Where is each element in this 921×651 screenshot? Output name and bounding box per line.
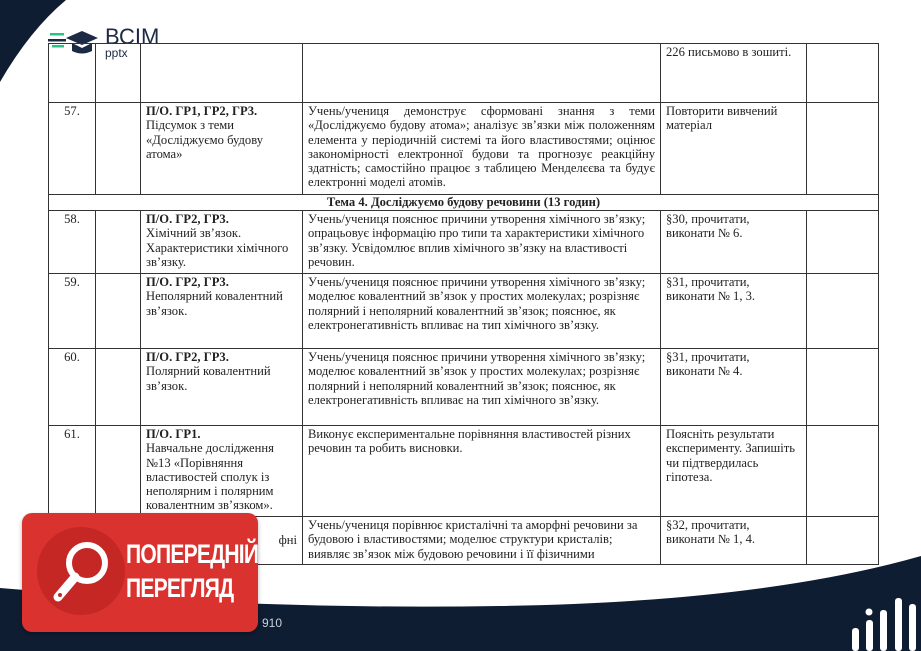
learning-outcomes: Учень/учениця пояснює причини утворення хімічного зв’язку; опрацьовує інформацію про типи та характеристики хімічного зв’язку. Усвідомлює вплив хімічного зв’язку на властивості речовин. [303, 211, 661, 274]
magnifier-icon [34, 525, 130, 621]
lesson-topic-cell [141, 349, 303, 426]
lesson-topic-cell [141, 211, 303, 274]
table-row [49, 211, 879, 274]
table-row [49, 349, 879, 426]
table-row [49, 274, 879, 349]
learning-outcomes: Учень/учениця порівнює кристалічні та аморфні речовини за будовою і властивостями; моделює структури кристалів; виявляє зв’язок між будовою речовини і її фізичними [303, 517, 661, 565]
table-row [49, 426, 879, 517]
badge-line-2: ПЕРЕГЛЯД [126, 573, 234, 603]
homework: §31, прочитати, виконати № 4. [661, 349, 807, 426]
date-cell [96, 103, 141, 195]
lesson-topic-cell [141, 274, 303, 349]
homework: Поясніть результати експерименту. Запишіть чи підтвердилась гіпотеза. [661, 426, 807, 517]
notes-cell [807, 274, 879, 349]
lesson-plan-table [48, 43, 879, 565]
preview-badge[interactable] [22, 513, 258, 632]
topic-groups: П/О. ГР2, ГР3. [146, 212, 229, 226]
learning-outcomes: Виконує експериментальне порівняння властивостей різних речовин та робить висновки. [303, 426, 661, 517]
lesson-number: 58. [49, 211, 96, 274]
lesson-topic-cell [141, 44, 303, 103]
homework: Повторити вивчений матеріал [661, 103, 807, 195]
brand-sub: pptx [105, 46, 128, 60]
homework: §31, прочитати, виконати № 1, 3. [661, 274, 807, 349]
date-cell [96, 349, 141, 426]
topic-title: Полярний ковалентний зв’язок. [146, 364, 271, 393]
lesson-number: 57. [49, 103, 96, 195]
lesson-number: 59. [49, 274, 96, 349]
topic-title: Хімічний зв’язок. Характеристики хімічного зв’язку. [146, 226, 289, 269]
lesson-number [49, 44, 96, 103]
notes-cell [807, 426, 879, 517]
topic-groups: П/О. ГР2, ГР3. [146, 275, 229, 289]
homework: §30, прочитати, виконати № 6. [661, 211, 807, 274]
topic-groups: П/О. ГР1. [146, 427, 201, 441]
learning-outcomes [303, 44, 661, 103]
theme-row [49, 195, 879, 211]
topic-title: Неполярний ковалентний зв’язок. [146, 289, 283, 318]
date-cell [96, 274, 141, 349]
notes-cell [807, 103, 879, 195]
date-cell [96, 211, 141, 274]
learning-outcomes: Учень/учениця пояснює причини утворення хімічного зв’язку; моделює ковалентний зв’язок у простих молекулах; розрізняє полярний і неполярний ковалентний зв’язок; пояснює, як електронегативність впливає на тип хімічного зв’язку. [303, 349, 661, 426]
topic-groups: П/О. ГР2, ГР3. [146, 350, 229, 364]
lesson-number: 60. [49, 349, 96, 426]
page-code: 910 [262, 616, 283, 630]
table-row [49, 103, 879, 195]
lesson-number: 61. [49, 426, 96, 517]
table-row [49, 44, 879, 103]
learning-outcomes: Учень/учениця демонструє сформовані знання з теми «Досліджуємо будову атома»; аналізує зв’язки між положенням елемента у періодичній системі та його властивостями; оцінює закономірності електронної будови та прогнозує реакційну здатність; самостійно працює з таблицею Менделєєва та будує електронні моделі атомів. [303, 103, 661, 195]
notes-cell [807, 44, 879, 103]
brand-name: ВСІМ [105, 24, 160, 49]
topic-title: Підсумок з теми «Досліджуємо будову атома» [146, 118, 264, 161]
lesson-topic-cell [141, 103, 303, 195]
theme-title: Тема 4. Досліджуємо будову речовини (13 годин) [49, 195, 879, 211]
topic-title: фні [278, 533, 297, 547]
badge-line-1: ПОПЕРЕДНІЙ [126, 539, 259, 569]
notes-cell [807, 349, 879, 426]
topic-groups: П/О. ГР1, ГР2, ГР3. [146, 104, 258, 118]
notes-cell [807, 211, 879, 274]
homework: §32, прочитати, виконати № 1, 4. [661, 517, 807, 565]
learning-outcomes: Учень/учениця пояснює причини утворення хімічного зв’язку; моделює ковалентний зв’язок у простих молекулах; розрізняє полярний і неполярний ковалентний зв’язок; пояснює, як електронегативність впливає на тип хімічного зв’язку. [303, 274, 661, 349]
date-cell [96, 426, 141, 517]
lesson-topic-cell [141, 426, 303, 517]
homework: 226 письмово в зошиті. [661, 44, 807, 103]
topic-title: Навчальне дослідження №13 «Порівняння властивостей сполук із неполярним і полярним ковалентним зв’язком». [146, 441, 274, 513]
date-cell [96, 44, 141, 103]
